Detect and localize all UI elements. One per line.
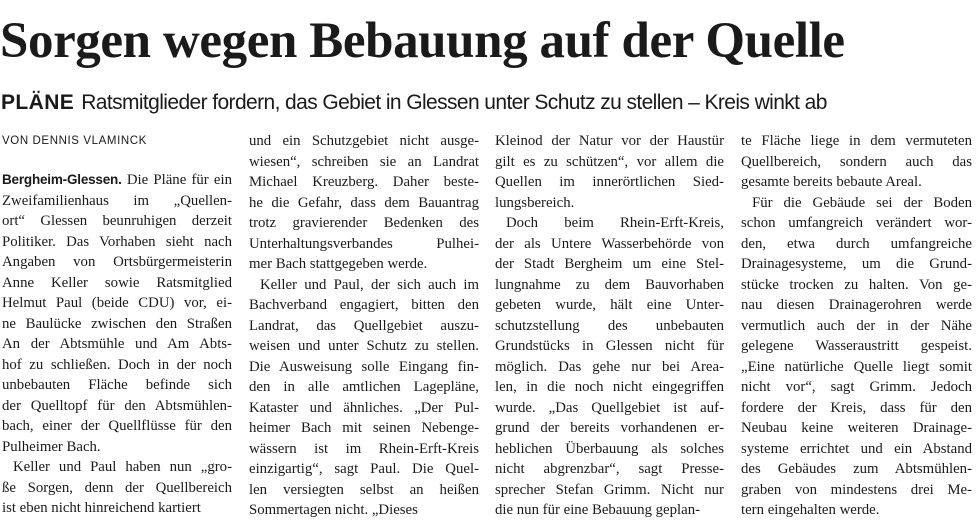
text-line: mer Bach stattgegeben werde. [249,256,428,272]
text-line: tern eingehalten werde. [741,502,880,518]
text-line: nicht vor“, sagt Grimm. Jedoch [741,379,972,395]
text-line: gilt es zu schützen“, vor allem die [495,153,724,170]
text-line: Für die Gebäude sei der Boden [752,194,972,211]
text-line: Pulheimer Bach. [2,438,101,455]
text-line: und ein Schutzgebiet nicht ausge- [249,133,479,149]
text-line: unbebauten Fläche befinde sich [2,377,232,393]
text-line: wiesen“, schreiben sie an Landrat [249,153,479,170]
dateline: Bergheim-Glessen. [2,172,122,187]
text-line: len, in die noch nicht eingegriffen [495,379,724,395]
headline: Sorgen wegen Bebauung auf der Quelle [0,13,845,69]
text-line: Grundstücks in Glessen nicht für [495,338,724,354]
text-line: gesamte bereits bebaute Areal. [741,174,922,190]
byline: VON DENNIS VLAMINCK [2,135,147,147]
text-line: Drainagesysteme, um die Grund- [741,256,972,272]
text-line: grund der bereits vorhandenen er- [495,420,724,436]
text-line: nicht abgrenzbar“, sagt Presse- [495,461,724,477]
text-line: systeme errichtet und ein Abstand [741,440,972,457]
column-body [495,131,724,521]
text-line: Unterhaltungsverbandes Pulhei- [249,235,479,252]
text-line: schutzstellung des unbebauten [495,317,724,334]
text-line: Helmut Paul (beide CDU) vor, ei- [2,295,232,311]
text-line: Bachverband engagiert, bitten den [249,297,479,313]
text-line: he die Gefahr, dass dem Bauantrag [249,194,479,211]
text-line: Bergheim-Glessen. Die Pläne für ein [2,172,232,188]
text-line: „Eine natürliche Quelle liegt somit [741,358,972,375]
text-line: len versiegten selbst an heißen [249,481,479,498]
column-body [249,131,479,521]
text-line: Landrat, das Quellgebiet auszu- [249,317,479,334]
text-line: Quellbereich, sondern auch das [741,153,972,170]
subline [1,90,827,116]
text-line: ne Baulücke zwischen den Straßen [2,315,232,332]
text-line: vermutlich auch der in der Nähe [741,317,972,334]
text-line: einzigartig“, sagt Paul. Die Quel- [249,461,479,477]
text-line: gebeten wurde, hält eine Unter- [495,297,724,313]
text-line: Die Ausweisung solle Eingang fin- [249,358,479,375]
text-line: An der Abtsmühle und Am Abts- [2,336,232,352]
text-line: schon umfangreich verändert wor- [741,215,972,231]
text-line: lungnahme zu dem Bauvorhaben [495,276,724,293]
text-line: weisen und unter Schutz zu stellen. [249,338,479,354]
article-column-2 [249,131,479,521]
text-line: ort“ Glessen beunruhigen derzeit [2,213,232,229]
text-line: te Fläche liege in dem vermuteten [741,133,972,149]
text-line: ße Sorgen, denn der Quellbereich [2,479,232,496]
text-line: des Gebäudes zum Abtsmühlen- [741,461,972,477]
text-line: hof zu schließen. Doch in der noch [2,356,232,373]
text-line: Michael Kreuzberg. Daher beste- [249,174,479,190]
text-line: bach, einer der Quellflüsse für den [2,418,232,434]
article-column-3 [495,131,724,521]
subline-text: Ratsmitglieder fordern, das Gebiet in Glessen unter Schutz zu stellen – Kreis winkt ab [81,91,827,114]
text-line: fordere der Kreis, dass für den [741,399,972,416]
text-line: Keller und Paul, der sich auch im [260,276,479,293]
text-line: den, etwa durch umfangreiche [741,235,972,252]
article-column-4 [741,131,972,521]
subline-kicker: PLÄNE [1,91,75,114]
text-line: graben von mindestens drei Me- [741,481,972,498]
text-line: wurde. „Das Quellgebiet ist auf- [495,399,724,416]
text-line: Neubau keine weiteren Drainage- [741,420,972,436]
text-line: heblichen Überbauung als solches [495,440,724,457]
text-line: die nun für eine Bebauung geplan- [495,502,701,518]
text-line: gelegene Wasseraustritt gespeist. [741,338,972,354]
text-line: Keller und Paul haben nun „gro- [13,459,232,475]
text-line: der als Untere Wasserbehörde von [495,235,724,252]
column-body [2,170,232,519]
text-line: Kleinod der Natur vor der Haustür [495,133,724,149]
text-line: Politiker. Das Vorhaben sieht nach [2,233,232,250]
text-line: den in alle amtlichen Lagepläne, [249,379,479,395]
text-line: stücke trocken zu halten. Von ge- [741,276,972,293]
text-line: Sommertagen nicht. „Dieses [249,502,418,518]
text-line: der Stadt Bergheim um eine Stel- [495,256,724,272]
text-line: Quellen im innerörtlichen Sied- [495,174,724,190]
text-line: Angaben von Ortsbürgermeisterin [2,254,232,270]
text-line: Doch beim Rhein-Erft-Kreis, [506,215,724,231]
text-line: trotz gravierender Bedenken des [249,215,479,231]
text-line: nau diesen Drainagerohren werde [741,297,972,313]
text-line: der Quelltopf für den Abtsmühlen- [2,397,232,414]
text-line: heimer Bach mit seinen Nebenge- [249,420,479,436]
text-line: lungsbereich. [495,194,575,211]
column-body [741,131,972,521]
text-line: Anne Keller sowie Ratsmitglied [2,274,232,291]
text-line: wässern ist im Rhein-Erft-Kreis [249,440,479,457]
text-line: Kataster und ähnliches. „Der Pul- [249,399,479,416]
article-column-1 [2,131,232,519]
text-line: möglich. Das gehe nur bei Area- [495,358,724,375]
text-line: Zweifamilienhaus im „Quellen- [2,192,232,209]
text-line: sprecher Stefan Grimm. Nicht nur [495,481,724,498]
text-line: ist eben nicht hinreichend kartiert [2,500,201,516]
